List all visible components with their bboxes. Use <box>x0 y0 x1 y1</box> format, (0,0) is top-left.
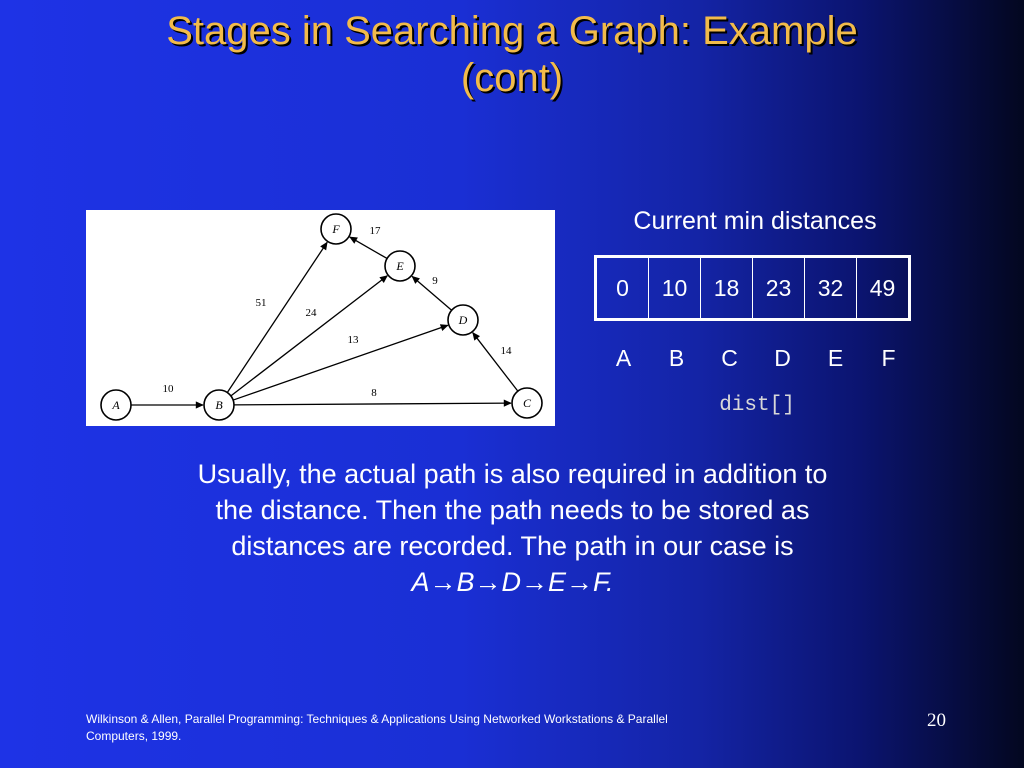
edge-weight-label: 9 <box>432 275 438 287</box>
index-label: F <box>881 345 896 371</box>
node-label: D <box>458 313 468 327</box>
index-label: A <box>615 345 632 371</box>
slide-title <box>0 8 1024 102</box>
edge-weight-label: 14 <box>500 345 512 357</box>
edge-weight-label: 51 <box>255 297 267 309</box>
index-label: D <box>774 345 791 371</box>
edge-weight-label: 17 <box>369 225 381 237</box>
node-label: C <box>522 396 532 410</box>
index-label: B <box>668 345 685 371</box>
edge-b-c <box>234 403 511 405</box>
index-label: E <box>827 345 844 371</box>
body-line: Usually, the actual path is also required in addition to <box>197 459 828 489</box>
title-line-2: (cont) <box>460 56 564 100</box>
array-name: dist[] <box>719 394 795 417</box>
distance-cell: 18 <box>701 257 753 320</box>
distance-index-labels <box>597 343 915 373</box>
distance-row <box>596 257 910 320</box>
page-number: 20 <box>927 710 946 731</box>
graph-diagram <box>86 210 555 426</box>
distance-cell: 23 <box>753 257 805 320</box>
edge-b-e <box>231 276 387 396</box>
path-sequence: A→B→D→E→F. <box>411 567 614 597</box>
graph-figure <box>86 210 555 426</box>
edge-e-f <box>350 237 387 258</box>
edge-weight-label: 13 <box>347 334 359 346</box>
node-label: E <box>396 259 404 273</box>
node-label: B <box>215 398 223 412</box>
distance-array <box>594 255 911 321</box>
distance-cell: 49 <box>857 257 910 320</box>
edge-weight-label: 10 <box>162 383 174 395</box>
body-paragraph <box>95 456 930 600</box>
citation-line: Computers, 1999. <box>86 729 182 743</box>
body-line: the distance. Then the path needs to be stored as <box>215 495 810 525</box>
distance-cell: 32 <box>805 257 857 320</box>
node-label: F <box>332 222 340 236</box>
citation-line: Wilkinson & Allen, Parallel Programming: Techniques & Applications Using Networked Workstations & Parallel <box>86 712 668 726</box>
edge-weight-label: 8 <box>371 387 377 399</box>
index-label: C <box>721 345 738 371</box>
footer-citation <box>86 711 806 745</box>
distance-cell: 10 <box>649 257 701 320</box>
edge-c-d <box>473 333 518 391</box>
edge-b-d <box>233 325 448 400</box>
distances-caption: Current min distances <box>633 207 877 235</box>
distance-cell: 0 <box>596 257 649 320</box>
node-label: A <box>112 398 120 412</box>
title-line-1: Stages in Searching a Graph: Example <box>166 9 858 53</box>
body-line: distances are recorded. The path in our case is <box>231 531 794 561</box>
edge-weight-label: 24 <box>305 307 317 319</box>
